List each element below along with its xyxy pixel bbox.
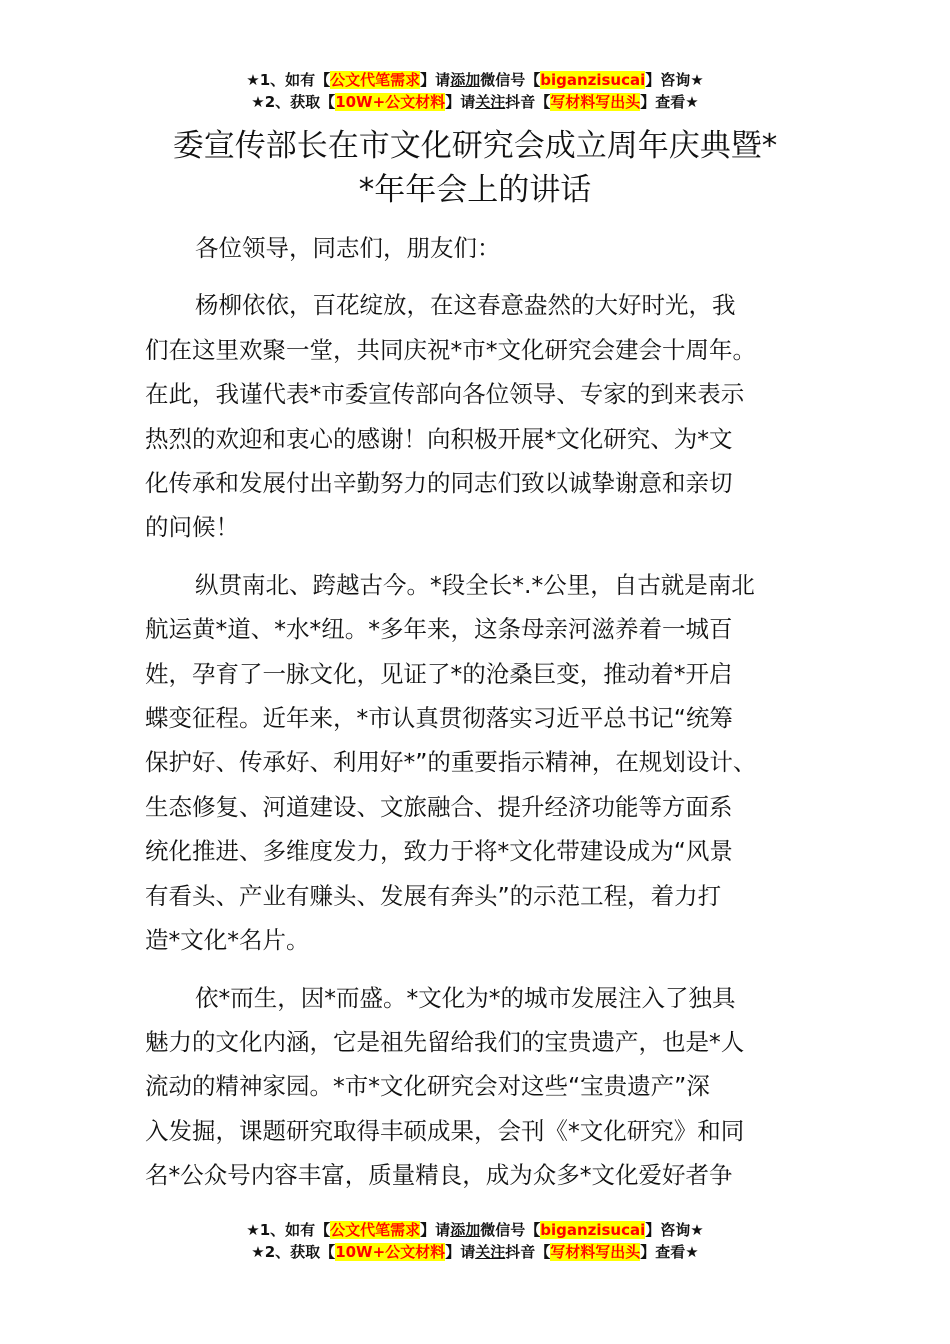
promo-text: 抖音【	[505, 93, 551, 111]
promo-highlight: 10W+公文材料	[335, 1243, 446, 1261]
title-line-2: *年年会上的讲话	[358, 172, 592, 208]
paragraph-history	[145, 563, 810, 963]
promo-text: 微信号【	[480, 71, 541, 89]
text-line: 在此，我谨代表*市委宣传部向各位领导、专家的到来表示	[145, 380, 745, 409]
promo-text: ★2、获取【	[251, 1243, 336, 1261]
text-line: 入发掘，课题研究取得丰硕成果，会刊《*文化研究》和同	[145, 1116, 745, 1145]
text-line: 保护好、传承好、利用好*”的重要指示精神，在规划设计、	[145, 748, 757, 777]
douyin-id: 写材料写出头	[550, 1243, 641, 1261]
promo-text: 】请	[420, 71, 451, 89]
text-line: 统化推进、多维度发力，致力于将*文化带建设成为“风景	[145, 837, 733, 866]
text-line: 的问候！	[145, 513, 239, 542]
promo-highlight: 公文代笔需求	[330, 1221, 421, 1239]
text-line: 热烈的欢迎和衷心的感谢！向积极开展*文化研究、为*文	[145, 424, 733, 453]
wechat-id: biganzisucai	[540, 1221, 646, 1239]
text-line: 生态修复、河道建设、文旅融合、提升经济功能等方面系	[145, 792, 733, 821]
promo-text: 】查看★	[640, 1243, 699, 1261]
document-body	[145, 226, 810, 1211]
promo-text: 】咨询★	[645, 1221, 704, 1239]
title-line-1: 委宣传部长在市文化研究会成立周年庆典暨*	[172, 128, 778, 164]
promo-line-1	[0, 69, 950, 91]
promo-footer	[0, 1219, 950, 1263]
douyin-id: 写材料写出头	[550, 93, 641, 111]
paragraph-opening	[145, 283, 810, 549]
text-line: 蝶变征程。近年来，*市认真贯彻落实习近平总书记“统筹	[145, 704, 733, 733]
text-line: 造*文化*名片。	[145, 926, 310, 955]
promo-text: 】查看★	[640, 93, 699, 111]
text-line: 名*公众号内容丰富，质量精良，成为众多*文化爱好者争	[145, 1161, 733, 1190]
text-line: 杨柳依依，百花绽放，在这春意盎然的大好时光，我	[195, 291, 736, 320]
promo-line-1	[0, 1219, 950, 1241]
promo-text: 】请	[445, 93, 476, 111]
promo-text: 】咨询★	[645, 71, 704, 89]
promo-highlight: 公文代笔需求	[330, 71, 421, 89]
promo-text: 】请	[445, 1243, 476, 1261]
promo-line-2	[0, 91, 950, 113]
text-line: 魅力的文化内涵，它是祖先留给我们的宝贵遗产，也是*人	[145, 1027, 745, 1056]
promo-header	[0, 69, 950, 113]
promo-underline: 关注	[475, 1243, 506, 1261]
text-line: 有看头、产业有赚头、发展有奔头”的示范工程，着力打	[145, 881, 722, 910]
promo-text: 抖音【	[505, 1243, 551, 1261]
promo-underline: 添加	[450, 71, 481, 89]
text-line: 们在这里欢聚一堂，共同庆祝*市*文化研究会建会十周年。	[145, 335, 756, 364]
paragraph-salutation	[145, 226, 810, 270]
text-line: 姓，孕育了一脉文化，见证了*的沧桑巨变，推动着*开启	[145, 659, 733, 688]
document-title	[120, 124, 830, 212]
promo-text: ★2、获取【	[251, 93, 336, 111]
text-line: 航运黄*道、*水*纽。*多年来，这条母亲河滋养着一城百	[145, 615, 733, 644]
wechat-id: biganzisucai	[540, 71, 646, 89]
promo-text: 微信号【	[480, 1221, 541, 1239]
promo-text: 】请	[420, 1221, 451, 1239]
promo-line-2	[0, 1241, 950, 1263]
text-line: 流动的精神家园。*市*文化研究会对这些“宝贵遗产”深	[145, 1072, 710, 1101]
text-line: 各位领导，同志们，朋友们：	[195, 234, 501, 262]
paragraph-culture	[145, 976, 810, 1198]
text-line: 纵贯南北、跨越古今。*段全长*.*公里，自古就是南北	[195, 570, 755, 599]
text-line: 化传承和发展付出辛勤努力的同志们致以诚挚谢意和亲切	[145, 469, 733, 498]
text-line: 依*而生，因*而盛。*文化为*的城市发展注入了独具	[195, 983, 736, 1012]
promo-text: ★1、如有【	[246, 71, 331, 89]
promo-highlight: 10W+公文材料	[335, 93, 446, 111]
promo-text: ★1、如有【	[246, 1221, 331, 1239]
promo-underline: 添加	[450, 1221, 481, 1239]
promo-underline: 关注	[475, 93, 506, 111]
